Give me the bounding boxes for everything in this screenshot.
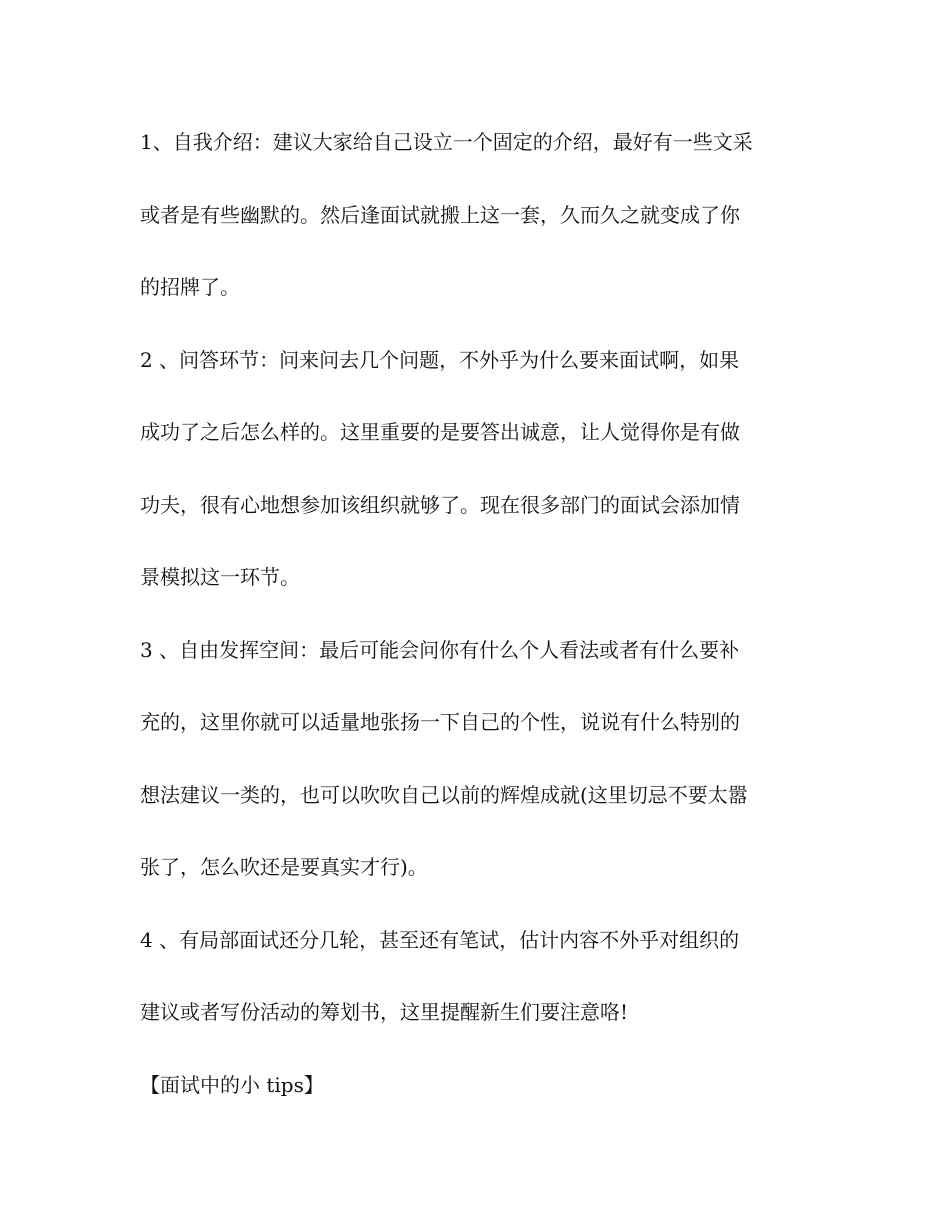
paragraph-3-line-2: 充的，这里你就可以适量地张扬一下自己的个性，说说有什么特别的	[140, 710, 740, 734]
paragraph-2-line-1: 2 、问答环节：问来问去几个问题，不外乎为什么要来面试啊，如果	[140, 347, 740, 372]
section-heading-tips: 【面试中的小 tips】	[140, 1072, 324, 1097]
paragraph-3-line-4: 张了，怎么吹还是要真实才行)。	[140, 855, 428, 879]
paragraph-2-line-2: 成功了之后怎么样的。这里重要的是要答出诚意，让人觉得你是有做	[140, 420, 740, 444]
document-body	[140, 118, 815, 1133]
paragraph-3-line-1: 3 、自由发挥空间：最后可能会问你有什么个人看法或者有什么要补	[140, 637, 740, 662]
paragraph-2-line-3: 功夫，很有心地想参加该组织就够了。现在很多部门的面试会添加情	[140, 492, 740, 517]
paragraph-4-line-2: 建议或者写份活动的筹划书，这里提醒新生们要注意咯!	[140, 1000, 629, 1024]
paragraph-3-line-3: 想法建议一类的，也可以吹吹自己以前的辉煌成就(这里切忌不要太嚣	[140, 782, 748, 807]
paragraph-4-line-1: 4 、有局部面试还分几轮，甚至还有笔试，估计内容不外乎对组织的	[140, 927, 740, 952]
paragraph-1-line-3: 的招牌了。	[140, 275, 240, 299]
paragraph-2-line-4: 景模拟这一环节。	[140, 565, 300, 589]
paragraph-1-line-1: 1、自我介绍：建议大家给自己设立一个固定的介绍，最好有一些文采	[140, 130, 753, 154]
paragraph-1-line-2: 或者是有些幽默的。然后逢面试就搬上这一套，久而久之就变成了你	[140, 202, 740, 227]
